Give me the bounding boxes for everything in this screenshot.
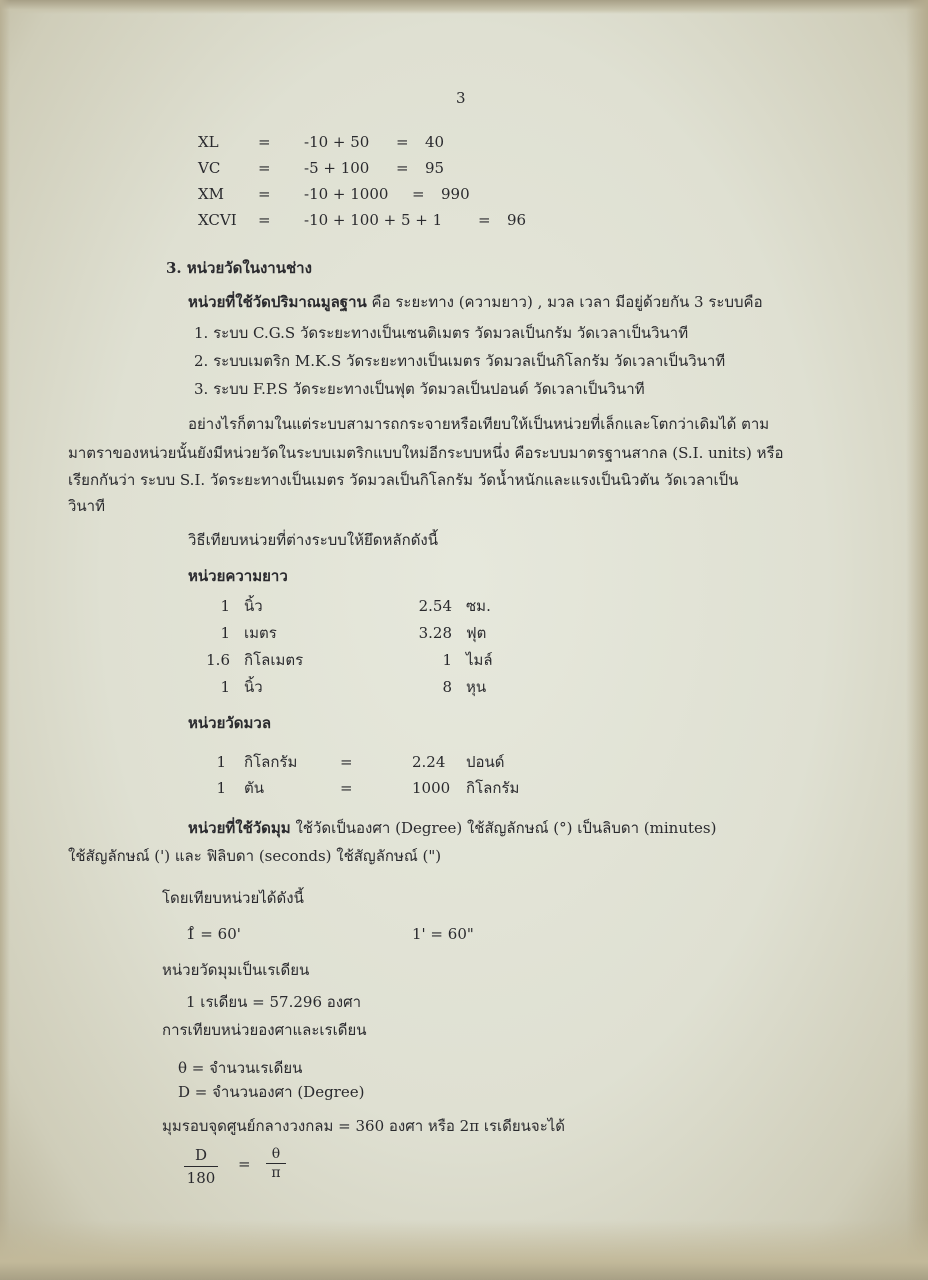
- length-val: 8: [442, 678, 452, 696]
- page-edge-left: [0, 0, 10, 1280]
- degree-definition: D = จำนวนองศา (Degree): [178, 1083, 365, 1101]
- radian-heading: หน่วยวัดมุมเป็นเรเดียน: [162, 961, 310, 979]
- equals-sign: =: [258, 185, 271, 203]
- length-unit: เมตร: [244, 624, 277, 642]
- length-qty: 1.6: [206, 651, 230, 669]
- equals-sign: =: [340, 779, 353, 797]
- roman-result: 40: [425, 133, 445, 151]
- paragraph-line: มาตราของหน่วยนั้นยังมีหน่วยวัดในระบบเมตริกแบบใหม่อีกระบบหนึ่ง คือระบบมาตรฐานสากล (S.I. units) หรือ: [68, 444, 784, 462]
- fraction-bar: [266, 1163, 286, 1164]
- page-edge-right: [906, 0, 928, 1280]
- roman-result: 95: [425, 159, 445, 177]
- roman-numeral: XCVI: [198, 211, 237, 229]
- paragraph-line: อย่างไรก็ตามในแต่ระบบสามารถกระจายหรือเทียบให้เป็นหน่วยที่เล็กและโตกว่าเดิมได้ ตาม: [188, 415, 770, 433]
- formula-fraction-left: [184, 1146, 218, 1187]
- page-number: 3: [456, 89, 466, 107]
- compare-intro: วิธีเทียบหน่วยที่ต่างระบบให้ยึดหลักดังนี้: [188, 531, 439, 549]
- angle-intro-line: [188, 818, 716, 838]
- length-to: ไมล์: [466, 651, 493, 669]
- roman-numeral: XL: [198, 133, 219, 151]
- length-qty: 1: [220, 624, 230, 642]
- roman-numeral: XM: [198, 185, 225, 203]
- intro-line: [188, 292, 763, 312]
- formula-numerator: D: [194, 1146, 208, 1164]
- degree-equation: 1̊ = 60': [186, 925, 241, 943]
- equals-sign: =: [396, 159, 409, 177]
- formula-denominator: π: [271, 1165, 281, 1181]
- length-unit: กิโลเมตร: [244, 651, 304, 669]
- roman-expression: -10 + 1000: [304, 185, 389, 203]
- length-val: 1: [442, 651, 452, 669]
- angle-rest: ใช้วัดเป็นองศา (Degree) ใช้สัญลักษณ์ (°) เป็นลิบดา (minutes): [295, 819, 717, 837]
- roman-expression: -10 + 50: [304, 133, 370, 151]
- intro-rest: คือ ระยะทาง (ความยาว) , มวล เวลา มีอยู่ด้วยกัน 3 ระบบคือ: [371, 293, 763, 311]
- formula-denominator: 180: [186, 1169, 216, 1187]
- mass-qty: 1: [216, 753, 226, 771]
- angle-symbols-line: ใช้สัญลักษณ์ (') และ ฟิลิบดา (seconds) ใช้สัญลักษณ์ ("): [68, 847, 442, 865]
- paragraph-line: เรียกกันว่า ระบบ S.I. วัดระยะทางเป็นเมตร วัดมวลเป็นกิโลกรัม วัดน้ำหนักและแรงเป็นนิวตัน วัดเวลาเป็น: [68, 471, 739, 489]
- equals-sign: =: [396, 133, 409, 151]
- equals-sign: =: [340, 753, 353, 771]
- system-item: 2. ระบบเมตริก M.K.S วัดระยะทางเป็นเมตร วัดมวลเป็นกิโลกรัม วัดเวลาเป็นวินาที: [194, 352, 726, 370]
- section-heading: 3. หน่วยวัดในงานช่าง: [166, 259, 312, 277]
- mass-qty: 1: [216, 779, 226, 797]
- length-heading: หน่วยความยาว: [188, 567, 288, 585]
- minute-equation: 1' = 60": [412, 925, 474, 943]
- page-edge-bottom: [0, 1220, 928, 1280]
- theta-definition: θ = จำนวนเรเดียน: [178, 1059, 303, 1077]
- equals-sign: =: [258, 211, 271, 229]
- equals-sign: =: [258, 159, 271, 177]
- formula-numerator: θ: [271, 1146, 281, 1162]
- length-unit: นิ้ว: [244, 597, 263, 615]
- mass-val: 1000: [412, 779, 451, 797]
- length-val: 3.28: [418, 624, 452, 642]
- roman-result: 96: [507, 211, 527, 229]
- mass-unit: ตัน: [244, 779, 264, 797]
- system-item: 3. ระบบ F.P.S วัดระยะทางเป็นฟุต วัดมวลเป็นปอนด์ วัดเวลาเป็นวินาที: [194, 380, 645, 398]
- length-to: หุน: [466, 678, 487, 696]
- mass-unit: กิโลกรัม: [244, 753, 298, 771]
- formula-equals: =: [238, 1155, 251, 1173]
- equals-sign: =: [478, 211, 491, 229]
- roman-expression: -10 + 100 + 5 + 1: [304, 211, 443, 229]
- mass-heading: หน่วยวัดมวล: [188, 714, 272, 732]
- formula-fraction-right: [266, 1146, 286, 1181]
- mass-to: กิโลกรัม: [466, 779, 520, 797]
- paragraph-line: วินาที: [68, 497, 105, 515]
- length-qty: 1: [220, 597, 230, 615]
- fraction-bar: [184, 1166, 218, 1167]
- length-to: ซม.: [466, 597, 491, 615]
- system-item: 1. ระบบ C.G.S วัดระยะทางเป็นเซนติเมตร วัดมวลเป็นกรัม วัดเวลาเป็นวินาที: [194, 324, 689, 342]
- roman-expression: -5 + 100: [304, 159, 370, 177]
- length-unit: นิ้ว: [244, 678, 263, 696]
- full-circle-line: มุมรอบจุดศูนย์กลางวงกลม = 360 องศา หรือ 2π เรเดียนจะได้: [162, 1117, 566, 1135]
- length-val: 2.54: [418, 597, 452, 615]
- equals-sign: =: [258, 133, 271, 151]
- length-to: ฟุต: [466, 624, 487, 642]
- mass-to: ปอนด์: [466, 753, 505, 771]
- mass-val: 2.24: [412, 753, 446, 771]
- equals-sign: =: [412, 185, 425, 203]
- length-qty: 1: [220, 678, 230, 696]
- roman-numeral: VC: [198, 159, 221, 177]
- roman-result: 990: [441, 185, 470, 203]
- conversion-heading: การเทียบหน่วยองศาและเรเดียน: [162, 1021, 367, 1039]
- angle-bold: หน่วยที่ใช้วัดมุม: [188, 819, 291, 837]
- compare-heading: โดยเทียบหน่วยได้ดังนี้: [162, 889, 304, 907]
- page-edge-top: [0, 0, 928, 14]
- intro-bold: หน่วยที่ใช้วัดปริมาณมูลฐาน: [188, 293, 367, 311]
- radian-equation: 1 เรเดียน = 57.296 องศา: [186, 993, 362, 1011]
